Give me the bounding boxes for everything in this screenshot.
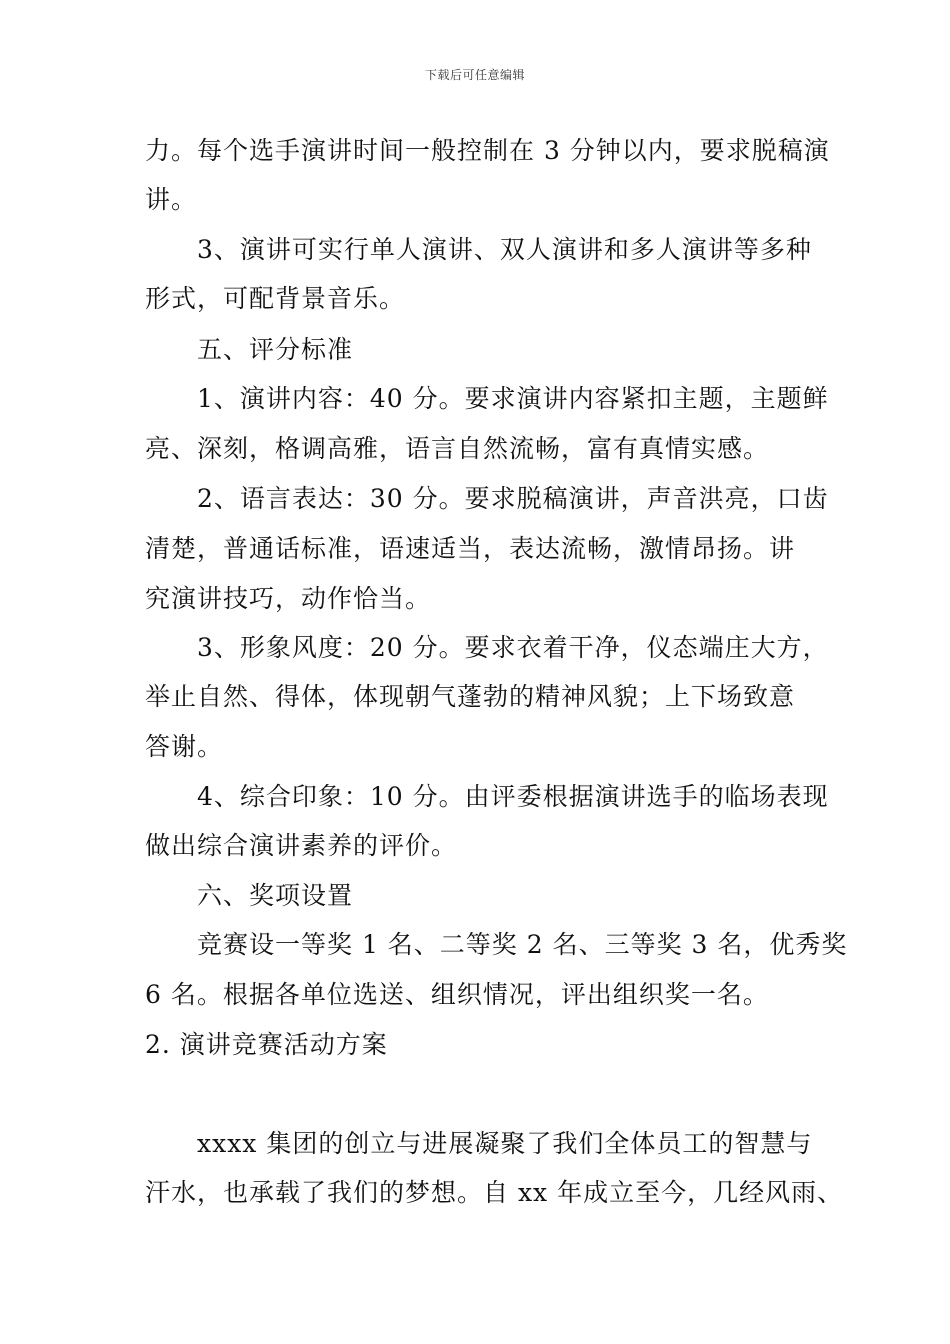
document-title: 2. 演讲竞赛活动方案 bbox=[145, 1030, 388, 1059]
body-line: 清楚，普通话标准，语速适当，表达流畅，激情昂扬。讲 bbox=[145, 534, 796, 563]
body-line: xxxx 集团的创立与进展凝聚了我们全体员工的智慧与 bbox=[197, 1129, 813, 1158]
body-line: 答谢。 bbox=[145, 732, 224, 761]
body-line: 竞赛设一等奖 1 名、二等奖 2 名、三等奖 3 名，优秀奖 bbox=[197, 930, 848, 959]
body-line: 力。每个选手演讲时间一般控制在 3 分钟以内，要求脱稿演 bbox=[145, 136, 830, 165]
body-line: 汗水，也承载了我们的梦想。自 xx 年成立至今，几经风雨、 bbox=[145, 1178, 844, 1207]
body-line: 亮、深刻，格调高雅，语言自然流畅，富有真情实感。 bbox=[145, 434, 770, 463]
body-line: 形式，可配背景音乐。 bbox=[145, 284, 406, 313]
body-line: 6 名。根据各单位选送、组织情况，评出组织奖一名。 bbox=[145, 980, 769, 1009]
body-line: 做出综合演讲素养的评价。 bbox=[145, 831, 458, 860]
section-heading: 六、奖项设置 bbox=[197, 881, 354, 910]
body-line: 3、演讲可实行单人演讲、双人演讲和多人演讲等多种 bbox=[197, 235, 812, 264]
body-line: 讲。 bbox=[145, 185, 198, 214]
body-line: 1、演讲内容：40 分。要求演讲内容紧扣主题，主题鲜 bbox=[197, 384, 829, 413]
body-line: 3、形象风度：20 分。要求衣着干净，仪态端庄大方， bbox=[197, 633, 829, 662]
body-line: 究演讲技巧，动作恰当。 bbox=[145, 584, 432, 613]
body-line: 2、语言表达：30 分。要求脱稿演讲，声音洪亮，口齿 bbox=[197, 484, 829, 513]
body-line: 举止自然、得体，体现朝气蓬勃的精神风貌；上下场致意 bbox=[145, 682, 796, 711]
body-line: 4、综合印象：10 分。由评委根据演讲选手的临场表现 bbox=[197, 782, 829, 811]
page-header: 下载后可任意编辑 bbox=[424, 68, 525, 82]
section-heading: 五、评分标准 bbox=[197, 335, 354, 364]
